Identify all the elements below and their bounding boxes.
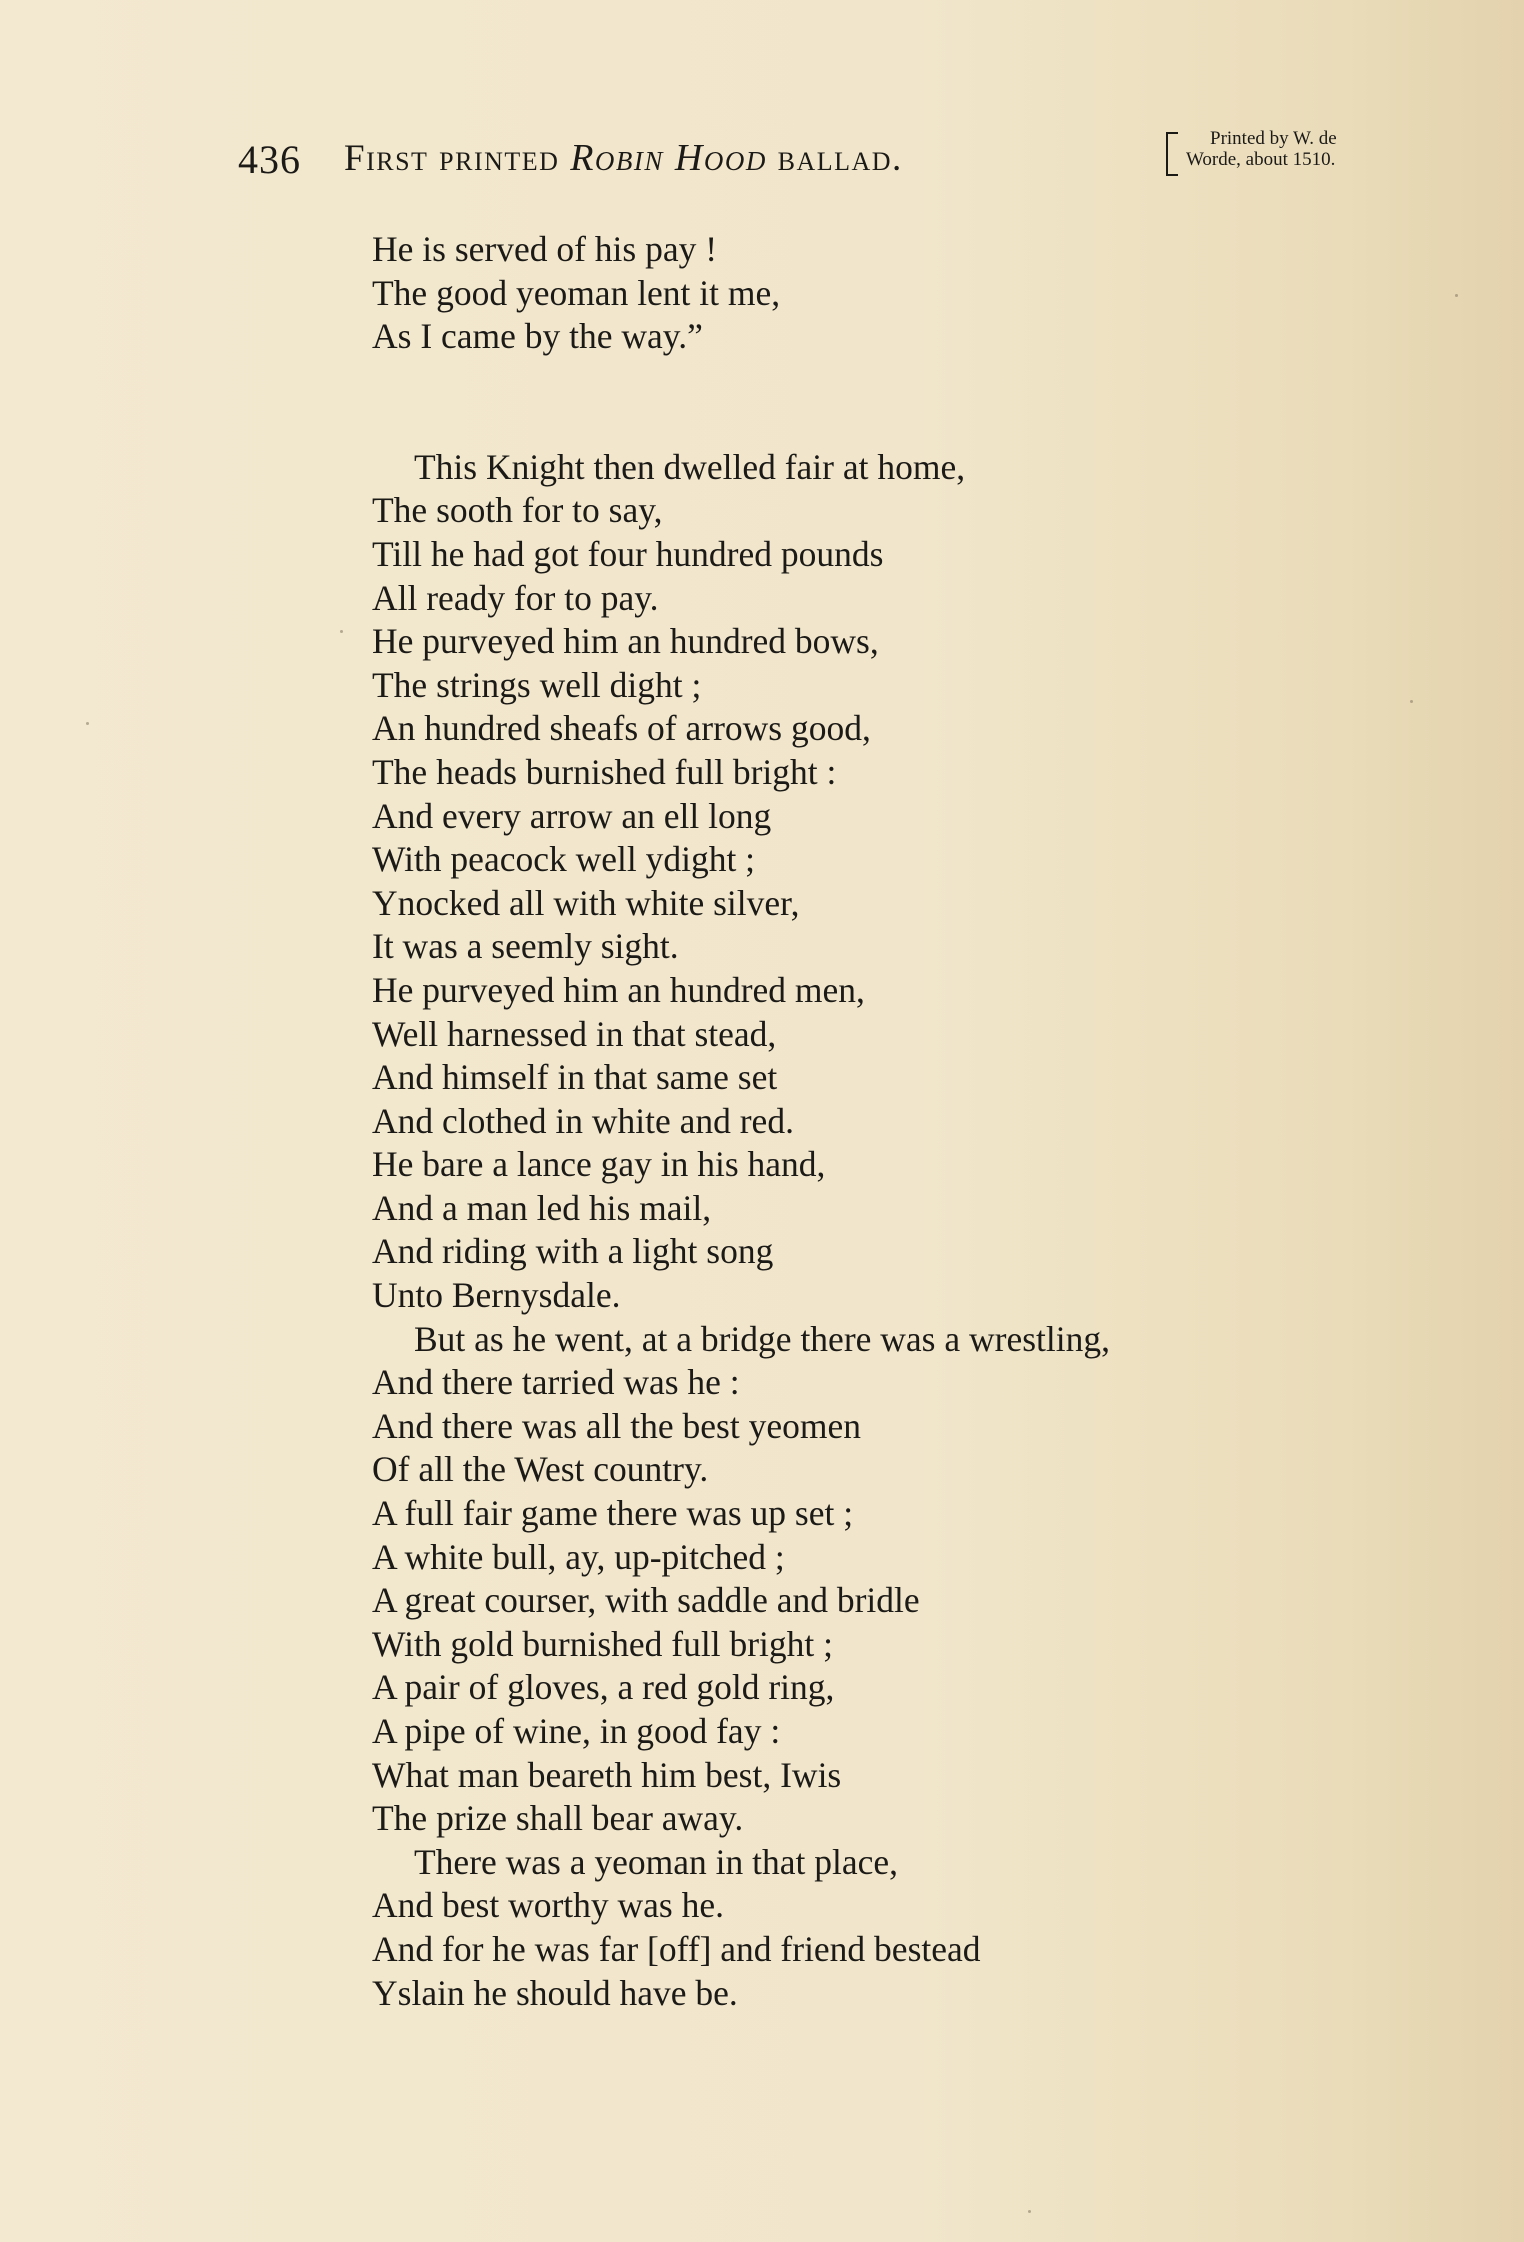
verse-line: And clothed in white and red. (372, 1100, 794, 1141)
verse-line: A pipe of wine, in good fay : (372, 1711, 781, 1751)
verse-line: He bare a lance gay in his hand, (372, 1144, 826, 1185)
verse-line: With peacock well ydight ; (372, 839, 756, 880)
verse-line: There was a yeoman in that place, (414, 1841, 898, 1882)
verse-line: This Knight then dwelled fair at home, (414, 446, 966, 487)
verse-line: Unto Bernysdale. (372, 1275, 621, 1316)
verse-line: The heads burnished full bright : (372, 751, 837, 792)
verse-line: And himself in that same set (372, 1057, 778, 1098)
verse-line: The prize shall bear away. (372, 1798, 744, 1839)
verse-line: But as he went, at a bridge there was a wrestling, (414, 1318, 1110, 1359)
paper-speck (1455, 294, 1458, 297)
verse-line: A great courser, with saddle and bridle (372, 1580, 920, 1621)
verse-line: He purveyed him an hundred men, (372, 969, 865, 1010)
verse-line: It was a seemly sight. (372, 926, 679, 967)
page-number: 436 (238, 137, 301, 182)
verse-line: Till he had got four hundred pounds (372, 533, 884, 574)
verse-line: As I came by the way.” (372, 316, 703, 357)
verse-line: He is served of his pay ! (372, 229, 718, 269)
verse-line: What man beareth him best, Iwis (372, 1754, 842, 1795)
paper-speck (1410, 700, 1413, 703)
paper-speck (86, 722, 89, 725)
verse-line: And for he was far [off] and friend bestead (372, 1928, 981, 1969)
verse-line: A white bull, ay, up-pitched ; (372, 1536, 785, 1577)
verse-line: And every arrow an ell long (372, 795, 772, 836)
title-suffix: ballad. (777, 138, 903, 179)
verse-line: With gold burnished full bright ; (372, 1623, 834, 1664)
ballad-text (372, 228, 1472, 2015)
verse-line: And best worthy was he. (372, 1885, 724, 1926)
verse-line: Of all the West country. (372, 1449, 709, 1490)
verse-line: Yslain he should have be. (372, 1972, 738, 2013)
title-prefix: First printed (344, 138, 560, 179)
verse-line: He purveyed him an hundred bows, (372, 621, 879, 662)
verse-line: And a man led his mail, (372, 1187, 712, 1228)
paper-speck (340, 630, 343, 633)
verse-line: The good yeoman lent it me, (372, 272, 781, 313)
paper-speck (1028, 2210, 1031, 2213)
side-note-line-2: Worde, about 1510. (1186, 149, 1336, 170)
verse-line: An hundred sheafs of arrows good, (372, 708, 871, 749)
running-header (238, 128, 1408, 198)
verse-line: The sooth for to say, (372, 490, 663, 531)
verse-line: All ready for to pay. (372, 577, 659, 618)
verse-line: Ynocked all with white silver, (372, 882, 800, 923)
verse-line: And there tarried was he : (372, 1362, 740, 1403)
verse-line: And there was all the best yeomen (372, 1405, 861, 1446)
verse-line: Well harnessed in that stead, (372, 1013, 777, 1054)
title-robin-hood: Robin Hood (570, 137, 767, 179)
verse-line: A pair of gloves, a red gold ring, (372, 1667, 835, 1708)
printer-side-note (1164, 128, 1337, 170)
verse-line: The strings well dight ; (372, 664, 702, 705)
stanza-gap (372, 359, 1472, 446)
side-note-line-1: Printed by W. de (1210, 128, 1337, 149)
running-title (344, 136, 903, 180)
verse-line: And riding with a light song (372, 1231, 774, 1272)
verse-line: A full fair game there was up set ; (372, 1493, 854, 1534)
